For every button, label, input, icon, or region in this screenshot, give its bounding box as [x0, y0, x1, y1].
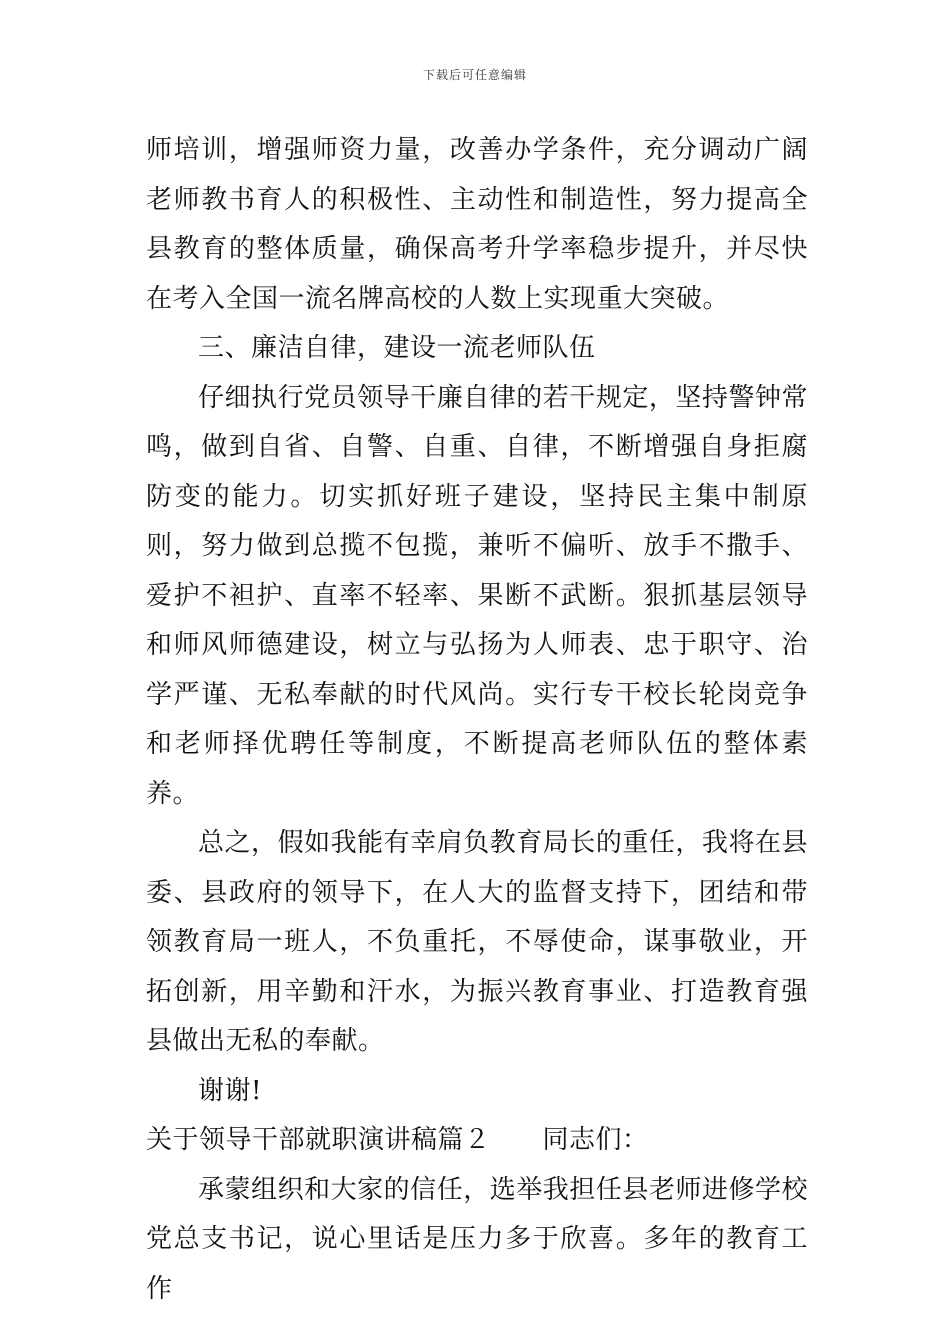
paragraph-conclusion: 总之，假如我能有幸肩负教育局长的重任，我将在县委、县政府的领导下，在人大的监督支持下，团结和带领教育局一班人，不负重托，不辱使命，谋事敬业，开拓创新，用辛勤和汗水，为振兴教育事业、打造教育强县做出无私的奉献。 [146, 828, 808, 1056]
page-header-note: 下载后可任意编辑 [422, 68, 527, 82]
speech-title-line [146, 1116, 808, 1166]
thanks-line: 谢谢! [198, 1075, 262, 1106]
paragraph-integrity: 仔细执行党员领导干廉自律的若干规定，坚持警钟常鸣，做到自省、自警、自重、自律，不断增强自身拒腐防变的能力。切实抓好班子建设，坚持民主集中制原则，努力做到总揽不包揽，兼听不偏听、放手不撒手、爱护不袒护、直率不轻率、果断不武断。狠抓基层领导和师风师德建设，树立与弘扬为人师表、忠于职守、治学严谨、无私奉献的时代风尚。实行专干校长轮岗竞争和老师择优聘任等制度，不断提高老师队伍的整体素养。 [146, 382, 808, 809]
paragraph-opening: 承蒙组织和大家的信任，选举我担任县老师进修学校党总支书记，说心里话是压力多于欣喜。多年的教育工作 [146, 1174, 808, 1304]
document-body [146, 126, 808, 1314]
speech-title: 关于领导干部就职演讲稿篇２ [146, 1125, 491, 1155]
section-heading-3: 三、廉洁自律，建设一流老师队伍 [198, 333, 596, 363]
greeting: 同志们： [542, 1125, 649, 1155]
paragraph-continued: 师培训，增强师资力量，改善办学条件，充分调动广阔老师教书育人的积极性、主动性和制造性，努力提高全县教育的整体质量，确保高考升学率稳步提升，并尽快在考入全国一流名牌高校的人数上实现重大突破。 [146, 135, 808, 314]
